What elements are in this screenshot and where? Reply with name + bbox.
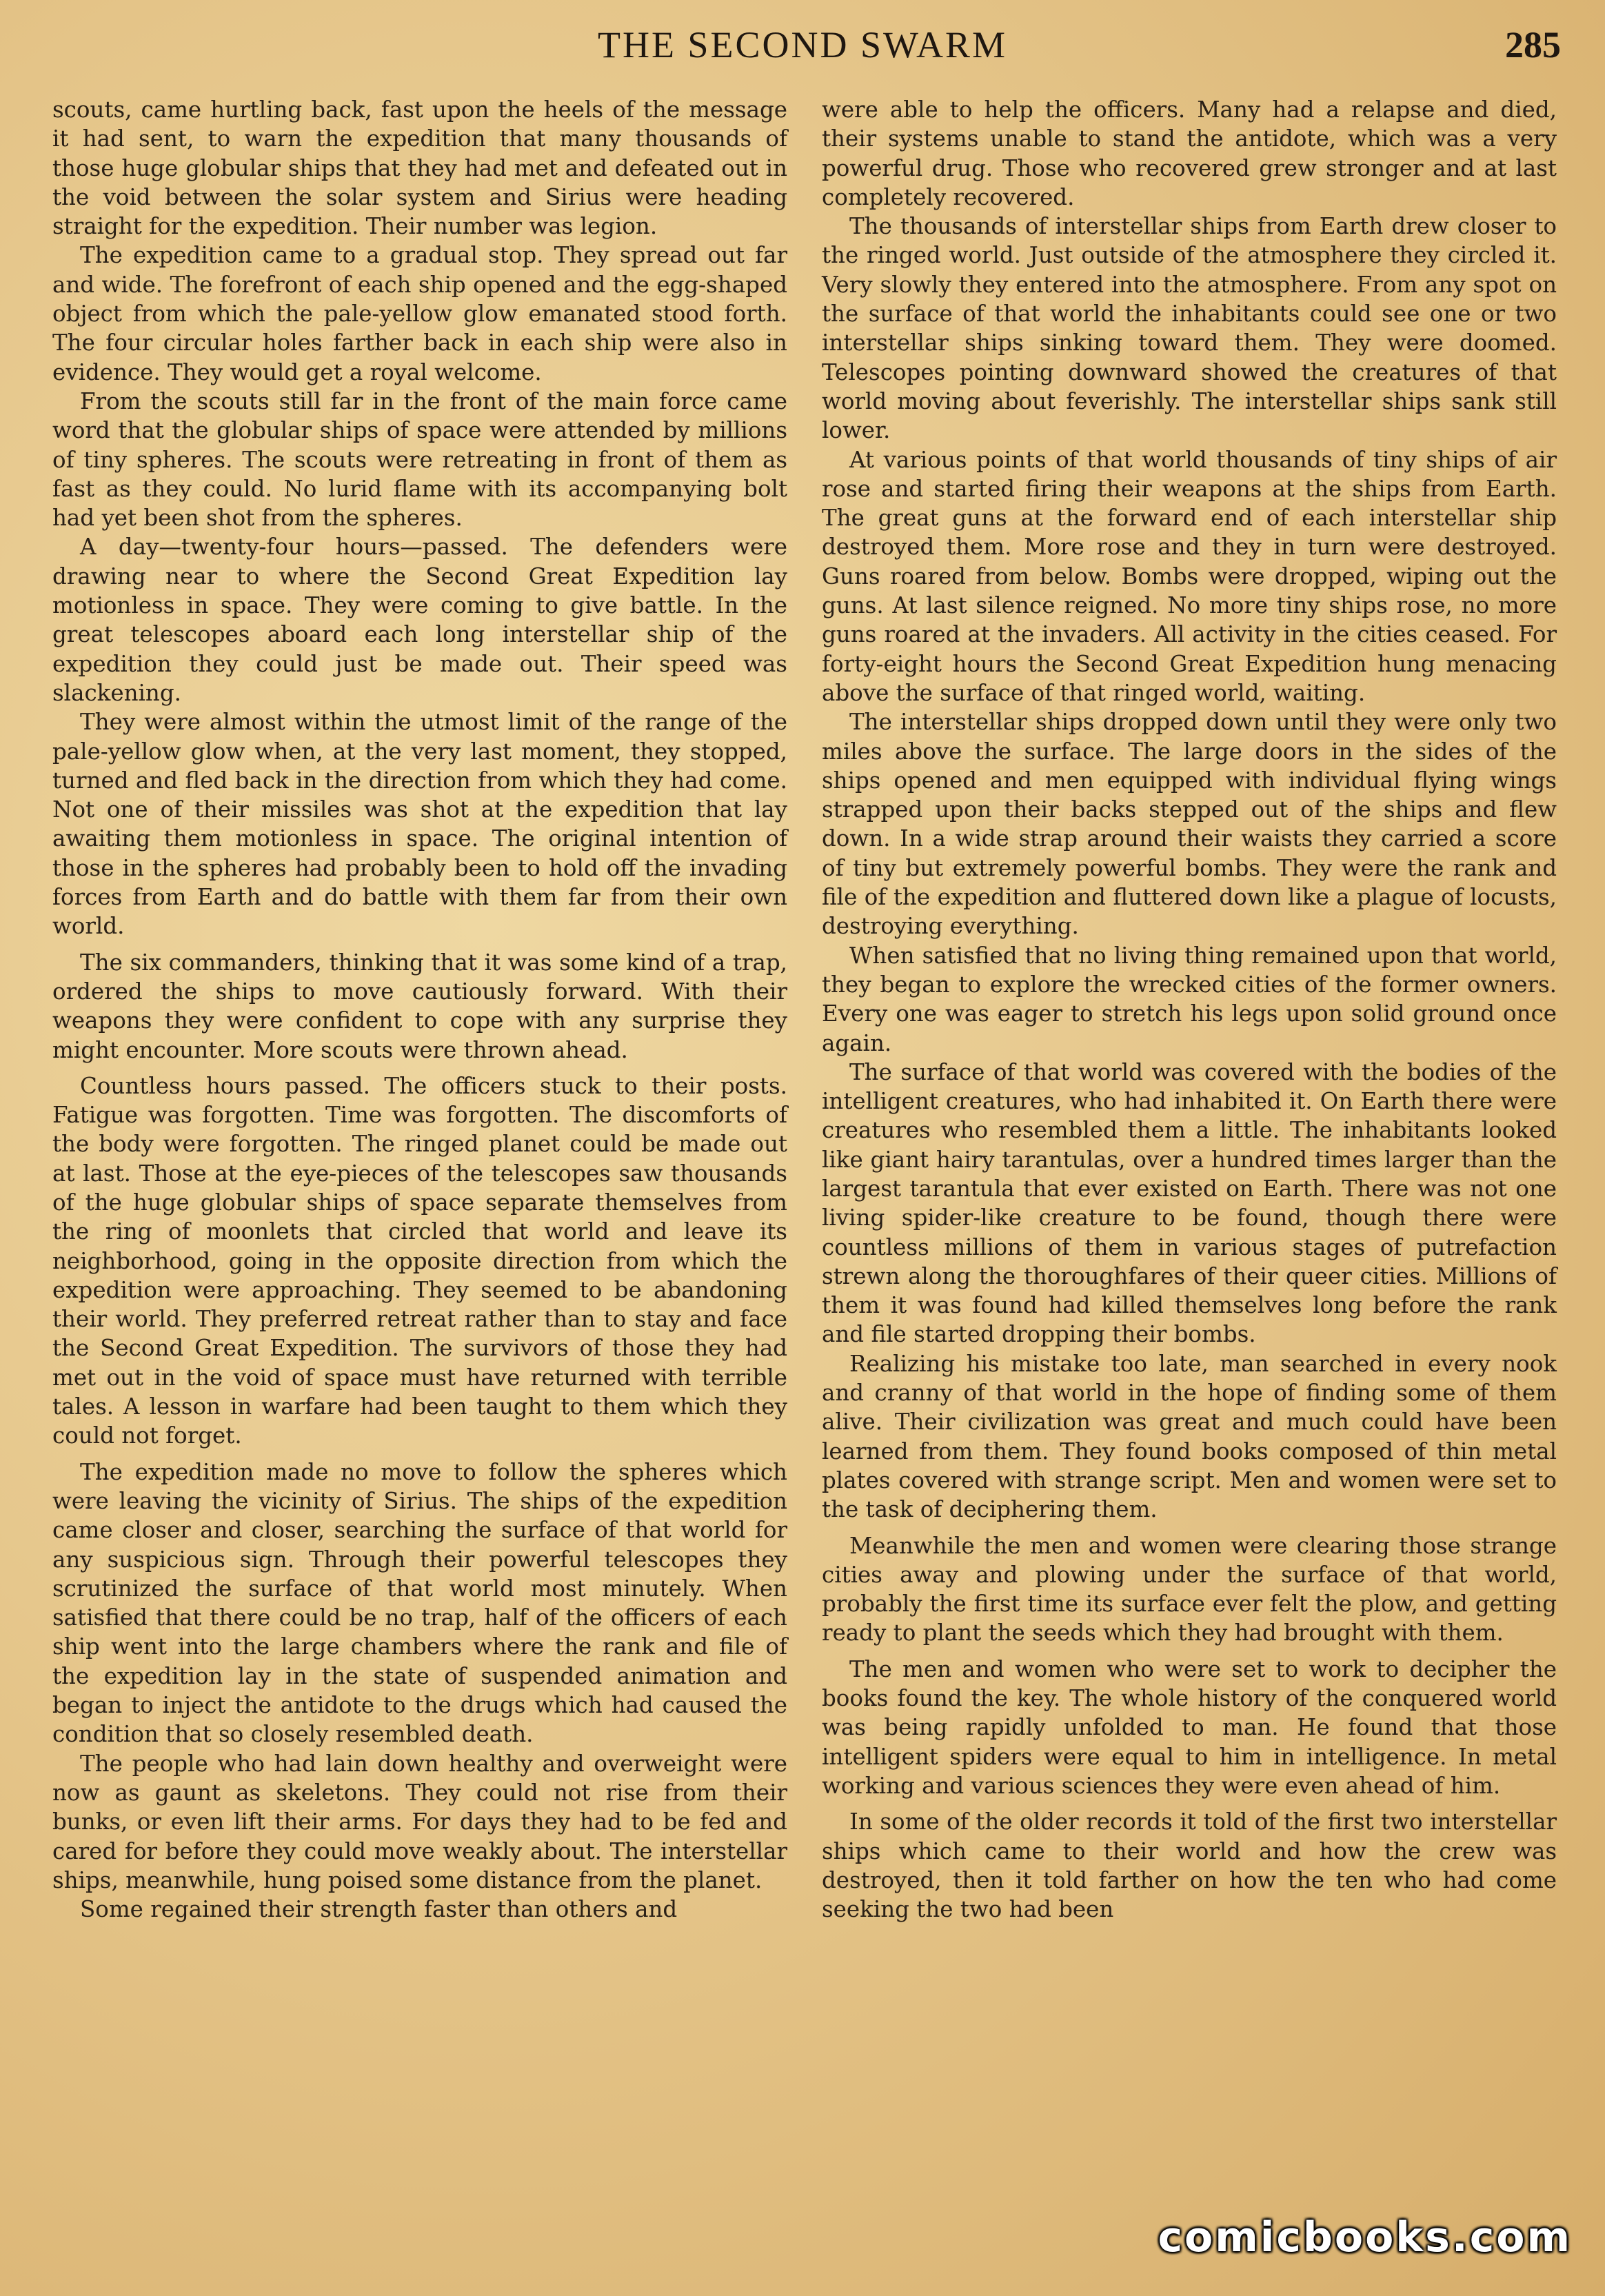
watermark-text: comicbooks.com [1158, 2213, 1572, 2262]
paragraph: At various points of that world thousands of tiny ships of air rose and started firing their weapons at the ships from Earth. The great guns at the forward end of each interstellar ship destroyed them. More rose and they in turn were destroyed. Guns roared from below. Bombs were dropped, wiping out the guns. At last silence reigned. No more tiny ships rose, no more guns roared at the invaders. All activity in the cities ceased. For forty-eight hours the Second Great Expedition hung menacing above the surface of that ringed world, waiting. [822, 446, 1557, 706]
paragraph: scouts, came hurtling back, fast upon the heels of the message it had sent, to warn the expedition that many thousands of those huge globular ships that they had met and defeated out in the void between the solar system and Sirius were heading straight for the expedition. Their number was legion. [52, 97, 787, 240]
left-column [52, 95, 787, 1924]
paragraph: The people who had lain down healthy and overweight were now as gaunt as skeletons. They could not rise from their bunks, or even lift their arms. For days they had to be fed and cared for before they could move weakly about. The interstellar ships, meanwhile, hung poised some distance from the planet. [52, 1750, 787, 1893]
paragraph: The interstellar ships dropped down until they were only two miles above the surface. The large doors in the sides of the ships opened and men equipped with individual flying wings strapped upon their backs stepped out of the ships and flew down. In a wide strap around their waists they carried a score of tiny but extremely powerful bombs. They were the rank and file of the expedition and fluttered down like a plague of locusts, destroying everything. [822, 709, 1557, 940]
paragraph: The men and women who were set to work to decipher the books found the key. The whole history of the conquered world was being rapidly unfolded to man. He found that those intelligent spiders were equal to him in intelligence. In metal working and various sciences they were even ahead of him. [822, 1655, 1557, 1799]
paragraph: The thousands of interstellar ships from Earth drew closer to the ringed world. Just outside of the atmosphere they circled it. Very slowly they entered into the atmosphere. From any spot on the surface of that world the inhabitants could see one or two interstellar ships sinking toward them. They were doomed. Telescopes pointing downward showed the creatures of that world moving about feverishly. The interstellar ships sank still lower. [822, 213, 1557, 444]
paragraph: The expedition came to a gradual stop. They spread out far and wide. The forefront of each ship opened and the egg-shaped object from which the pale-yellow glow emanated stood forth. The four circular holes farther back in each ship were also in evidence. They would get a royal welcome. [52, 242, 787, 385]
right-column [822, 95, 1557, 1924]
paragraph: The surface of that world was covered with the bodies of the intelligent creatures, who had inhabited it. On Earth there were creatures who resembled them a little. The inhabitants looked like giant hairy tarantulas, over a hundred times larger than the largest tarantula that ever existed on Earth. There was not one living spider-like creature to be found, though there were countless millions of them in various stages of putrefaction strewn along the thoroughfares of their queer cities. Millions of them it was found had killed themselves long before the rank and file started dropping their bombs. [822, 1058, 1557, 1348]
running-head [0, 23, 1605, 74]
paragraph: Countless hours passed. The officers stuck to their posts. Fatigue was forgotten. Time was forgotten. The discomforts of the body were forgotten. The ringed planet could be made out at last. Those at the eye-pieces of the telescopes saw thousands of the huge globular ships of space separate themselves from the ring of moonlets that circled that world and leave its neighborhood, going in the opposite direction from which the expedition were approaching. They seemed to be abandoning their world. They preferred retreat rather than to stay and face the Second Great Expedition. The survivors of those they had met out in the void of space must have returned with terrible tales. A lesson in warfare had been taught to them which they could not forget. [52, 1072, 787, 1449]
page-number: 285 [1505, 24, 1561, 66]
page-title: THE SECOND SWARM [597, 24, 1008, 66]
paragraph: Some regained their strength faster than others and [80, 1896, 678, 1923]
paragraph: When satisfied that no living thing remained upon that world, they began to explore the wrecked cities of the former owners. Every one was eager to stretch his legs upon solid ground once again. [822, 942, 1557, 1056]
paragraph: The expedition made no move to follow the spheres which were leaving the vicinity of Sirius. The ships of the expedition came closer and closer, searching the surface of that world for any suspicious sign. Through their powerful telescopes they scrutinized the surface of that world most minutely. When satisfied that there could be no trap, half of the officers of each ship went into the large chambers where the rank and file of the expedition lay in the state of suspended animation and began to inject the antidote to the drugs which had caused the condition that so closely resembled death. [52, 1458, 787, 1748]
paragraph: Realizing his mistake too late, man searched in every nook and cranny of that world in the hope of finding some of them alive. Their civilization was great and much could have been learned from them. They found books composed of thin metal plates covered with strange script. Men and women were set to the task of deciphering them. [822, 1350, 1557, 1523]
paragraph: Meanwhile the men and women were clearing those strange cities away and plowing under the surface of that world, probably the first time its surface ever felt the plow, and getting ready to plant the seeds which they had brought with them. [822, 1532, 1557, 1647]
paragraph: They were almost within the utmost limit of the range of the pale-yellow glow when, at the very last moment, they stopped, turned and fled back in the direction from which they had come. Not one of their missiles was shot at the expedition that lay awaiting them motionless in space. The original intention of those in the spheres had probably been to hold off the invading forces from Earth and do battle with them far from their own world. [52, 709, 787, 940]
paragraph: In some of the older records it told of the first two interstellar ships which came to their world and how the crew was destroyed, then it told farther on how the ten who had come seeking the two had been [822, 1809, 1557, 1923]
paragraph: The six commanders, thinking that it was some kind of a trap, ordered the ships to move cautiously forward. With their weapons they were confident to cope with any surprise they might encounter. More scouts were thrown ahead. [52, 949, 787, 1063]
paragraph: A day—twenty-four hours—passed. The defenders were drawing near to where the Second Great Expedition lay motionless in space. They were coming to give battle. In the great telescopes aboard each long interstellar ship of the expedition they could just be made out. Their speed was slackening. [52, 534, 787, 706]
paragraph: were able to help the officers. Many had a relapse and died, their systems unable to stand the antidote, which was a very powerful drug. Those who recovered grew stronger and at last completely recovered. [822, 97, 1557, 210]
paragraph: From the scouts still far in the front of the main force came word that the globular ships of space were attended by millions of tiny spheres. The scouts were retreating in front of them as fast as they could. No lurid flame with its accompanying bolt had yet been shot from the spheres. [52, 387, 787, 532]
